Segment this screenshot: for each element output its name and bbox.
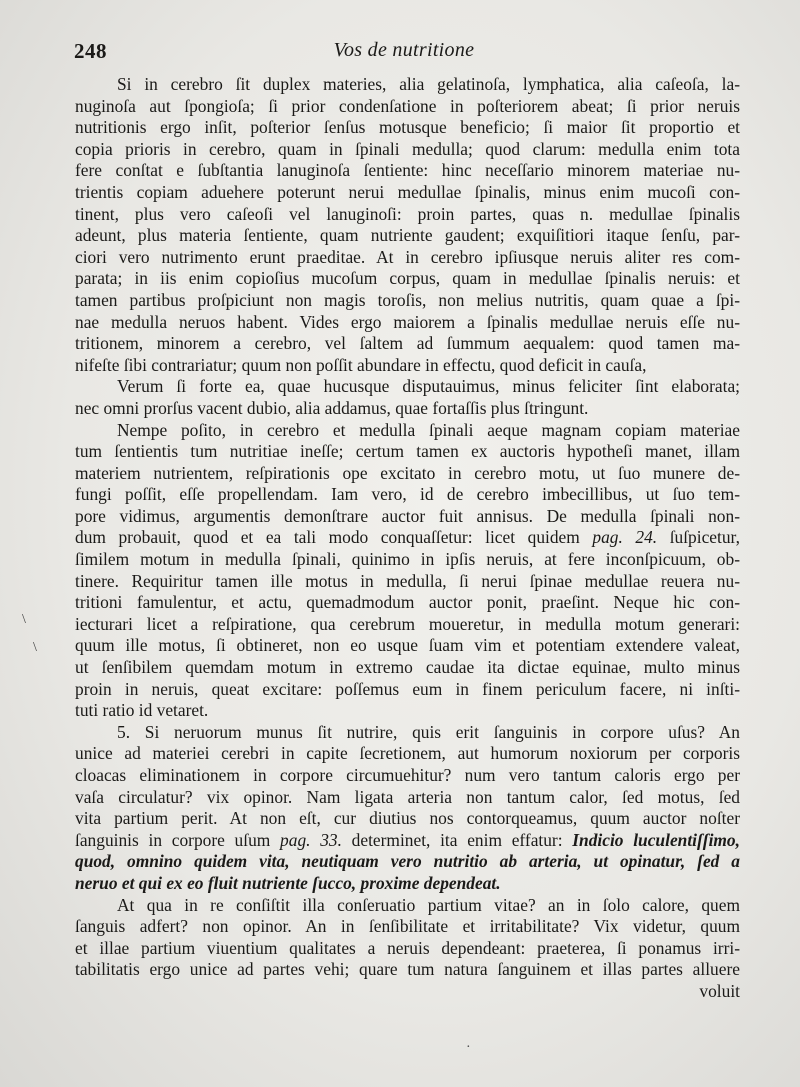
text-line: tuti ratio id vetaret. [75,700,209,721]
text-segment: ſanguinis in corpore uſum [75,829,271,850]
main-text [75,74,740,1003]
text-line: ſanguis adfert? non opinor. An in ſenſibilitate et irritabilitate? Vix videtur, quum [75,916,740,937]
text-line: proin in neruis, queat excitare: poſſemus eum in finem periculum facere, ni inſti- [75,678,740,699]
text-line: tritionem, minorem a cerebro, vel ſaltem ad ſummum aequalem: quod tamen ma- [75,333,740,354]
text-line: Si in cerebro ſit duplex materies, alia gelatinoſa, lymphatica, alia caſeoſa, la- [117,74,740,94]
text-line: nae medulla neruos habent. Vides ergo maiorem a ſpinalis medullae neruis eſſe nu- [75,311,740,332]
text-line: Nempe poſito, in cerebro et medulla ſpinali aeque magnam copiam materiae [117,419,740,440]
text-line: fungi poſſit, eſſe propellendam. Iam vero, id de cerebro imbecillibus, ut ſuo tem- [75,484,740,505]
text-line: tum ſentientis tum nutritiae ineſſe; certum tamen ex auctoris hypotheſi manet, illam [75,441,740,462]
text-line: materiem nutrientem, reſpirationis ope excitato in cerebro motu, ut ſuo munere de- [75,462,740,483]
text-line: nec omni prorſus vacent dubio, alia addamus, quae fortaſſis plus ſtringunt. [75,397,589,418]
text-line: tamen partibus proſpiciunt non magis toroſis, non melius nutritis, quam quae a ſpi- [75,289,740,310]
text-line: nifeſte ſibi contrariatur; quum non poſſit abundare in effectu, quod deficit in cauſa, [75,354,647,375]
text-line: cloacas eliminationem in corpore circumuehitur? num vero tantum caloris ergo per [75,765,740,785]
text-line: pore vidimus, argumentis demonſtrare auctor fuit annisus. De medulla ſpinali non- [75,505,740,526]
page-header [74,37,734,67]
text-segment: ſuſpicetur, [657,527,740,548]
quotation-line: quod, omnino quidem vita, neutiquam vero nutritio ab arteria, ut opinatur, ſed a [75,851,740,872]
margin-mark: \ [22,612,26,627]
text-line: ciori vero nutrimento erunt praeditae. At in cerebro ipſiusque neruis aliter res com- [75,246,740,267]
text-line: tabilitatis ergo unice ad partes vehi; quare tum natura ſanguinem et illas partes alluere [75,959,740,980]
quotation: Indicio luculentiſſimo, [572,829,740,850]
text-line [75,527,740,549]
running-title: Vos de nutritione [333,39,475,61]
margin-mark: \ [33,640,37,655]
text-line: vaſa circulatur? vix opinor. Nam ligata arteria non tantum calor, ſed motus, ſed [75,786,740,807]
text-line: 5. Si neruorum munus ſit nutrire, quis erit ſanguinis in corpore uſus? An [117,721,740,742]
margin-mark: · [466,1040,471,1055]
text-line: Verum ſi forte ea, quae hucusque disputauimus, minus feliciter ſint elaborata; [117,376,740,397]
text-line [75,830,740,852]
text-line: ſimilem motum in medulla ſpinali, quinimo in ipſis neruis, at fere inconſpicuum, ob- [75,549,740,570]
catchword: voluit [699,980,740,1001]
text-line: tinere. Requiritur tamen ille motus in medulla, ſi nerui ſpinae medullae reuera nu- [75,570,740,591]
text-line: tritioni famulentur, et actu, quemadmodum auctor ponit, praeſint. Neque hic con- [75,592,740,613]
text-line: ut ſenſibilem quemdam motum in extremo caudae ita dictae equinae, multo minus [75,657,740,678]
page-number: 248 [74,39,107,63]
text-line: vita partium perit. At non eſt, cur diutius nos contorqueamus, quum auctor noſter [75,808,740,829]
text-line: nutritionis ergo inſit, poſterior ſenſus motusque beneficio; ſi maior ſit proportio et [75,117,740,138]
text-line: trientis copiam aduehere poterunt nerui medullae ſpinalis, minus enim mucoſi con- [75,181,740,202]
text-line: adeunt, plus materia ſentiente, quam nutriente gaudent; exquiſitiori itaque ſenſu, par- [75,225,740,246]
text-line: iecturari licet a reſpiratione, qua cerebrum moueretur, in medulla motum generari: [75,613,740,634]
text-line: fere conſtat e ſubſtantia lanuginoſa ſentiente: hinc neceſſario minorem materiae nu- [75,160,740,181]
quotation-line: neruo et qui ex eo fluit nutriente ſucco, proxime dependeat. [75,872,501,893]
text-segment: dum probauit, quod et ea tali modo conquaſſetur: licet quidem [75,527,580,548]
text-line: parata; in iis enim copioſius mucoſum corpus, quam in medullae ſpinalis neruis: et [75,268,740,289]
text-line: At qua in re conſiſtit illa conſeruatio partium vitae? an in ſolo calore, quem [117,894,740,915]
text-line: nuginoſa aut ſpongioſa; ſi prior condenſatione in poſteriorem abeat; ſi prior neruis [75,95,740,116]
text-segment: determinet, ita enim effatur: [341,829,573,850]
page-reference: pag. 33. [280,829,342,850]
text-line: et illae partium viuentium qualitates a neruis dependeant: praeterea, ſi ponamus irri- [75,937,740,958]
text-line: tinent, plus vero caſeoſi vel lanuginoſi: proin partes, quas n. medullae ſpinalis [75,203,740,224]
page-reference: pag. 24. [592,527,658,548]
text-line: quum ille motus, ſi obtineret, non eo usque ſuam vim et potentiam extendere valeat, [75,635,740,656]
text-line: copia prioris in cerebro, quam in ſpinali medulla; quod clarum: medulla enim tota [75,138,740,159]
text-line: unice ad materiei cerebri in capite ſecretionem, aut humorum noxiorum per corporis [75,743,740,764]
